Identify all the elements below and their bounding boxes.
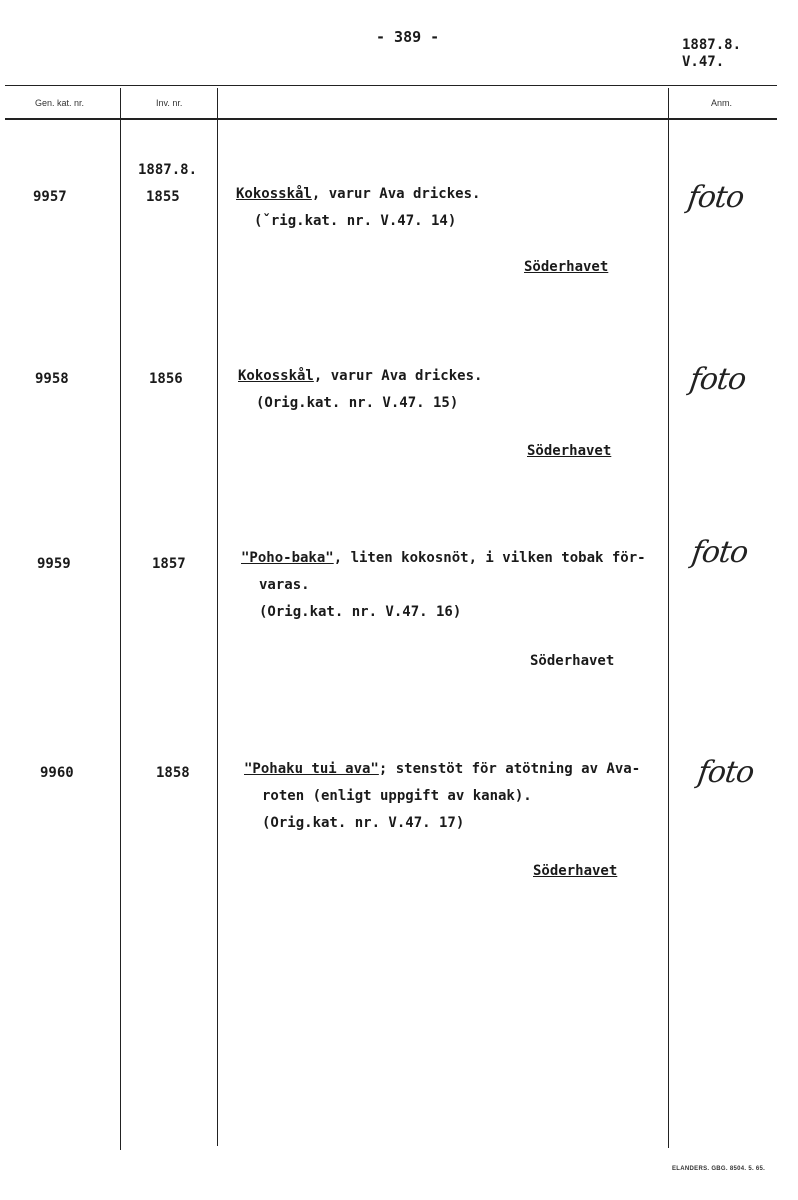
header-ref-year: 1887.8. (682, 37, 742, 53)
printer-imprint: ELANDERS. GBG. 8504. 5. 65. (672, 1166, 766, 1172)
header-top-rule (5, 85, 777, 86)
entry-description (241, 545, 646, 626)
column-header-gen-kat: Gen. kat. nr. (35, 98, 85, 108)
entry-description-line1: , liten kokosnöt, i vilken tobak för- (333, 550, 646, 566)
gen-kat-number: 9958 (35, 371, 69, 387)
column-divider-anm (668, 88, 669, 1148)
entry-region: Söderhavet (530, 653, 615, 669)
inv-number: 1858 (156, 765, 190, 781)
entry-description-line2: varas. (259, 577, 310, 593)
entry-title: "Pohaku tui ava" (244, 761, 379, 777)
column-header-inv: Inv. nr. (156, 98, 183, 108)
inv-number: 1855 (146, 189, 180, 205)
inv-number: 1856 (149, 371, 183, 387)
entry-region: Söderhavet (527, 443, 612, 459)
entry-catalog-reference: (Orig.kat. nr. V.47. 17) (262, 815, 465, 831)
entry-catalog-reference: (Orig.kat. nr. V.47. 16) (259, 604, 462, 620)
entry-description-line1: ; stenstöt för atötning av Ava- (378, 761, 641, 777)
entry-region: Söderhavet (524, 259, 609, 275)
entry-description (236, 181, 480, 235)
anm-handwritten-note: foto (689, 535, 750, 570)
column-divider-inv (217, 88, 218, 1146)
column-header-anm: Anm. (711, 98, 733, 108)
entry-region: Söderhavet (533, 863, 618, 879)
header-ref-volume: V.47. (682, 54, 725, 70)
entry-catalog-reference: (ˇrig.kat. nr. V.47. 14) (254, 213, 457, 229)
entry-title: Kokosskål (236, 186, 312, 202)
anm-handwritten-note: foto (685, 180, 746, 215)
gen-kat-number: 9957 (33, 189, 67, 205)
entry-catalog-reference: (Orig.kat. nr. V.47. 15) (256, 395, 459, 411)
entry-description-line2: roten (enligt uppgift av kanak). (262, 788, 532, 804)
entry-description (238, 363, 482, 417)
inv-number: 1857 (152, 556, 186, 572)
entry-description-line1: , varur Ava drickes. (313, 368, 483, 384)
page-number: - 389 - (376, 28, 440, 46)
entry-description-line1: , varur Ava drickes. (311, 186, 481, 202)
entry-description (244, 756, 640, 837)
column-divider-gen (120, 88, 121, 1150)
anm-handwritten-note: foto (687, 362, 748, 397)
gen-kat-number: 9960 (40, 765, 74, 781)
inv-group-label: 1887.8. (138, 162, 198, 178)
entry-title: Kokosskål (238, 368, 314, 384)
anm-handwritten-note: foto (695, 755, 756, 790)
gen-kat-number: 9959 (37, 556, 71, 572)
entry-title: "Poho-baka" (241, 550, 334, 566)
